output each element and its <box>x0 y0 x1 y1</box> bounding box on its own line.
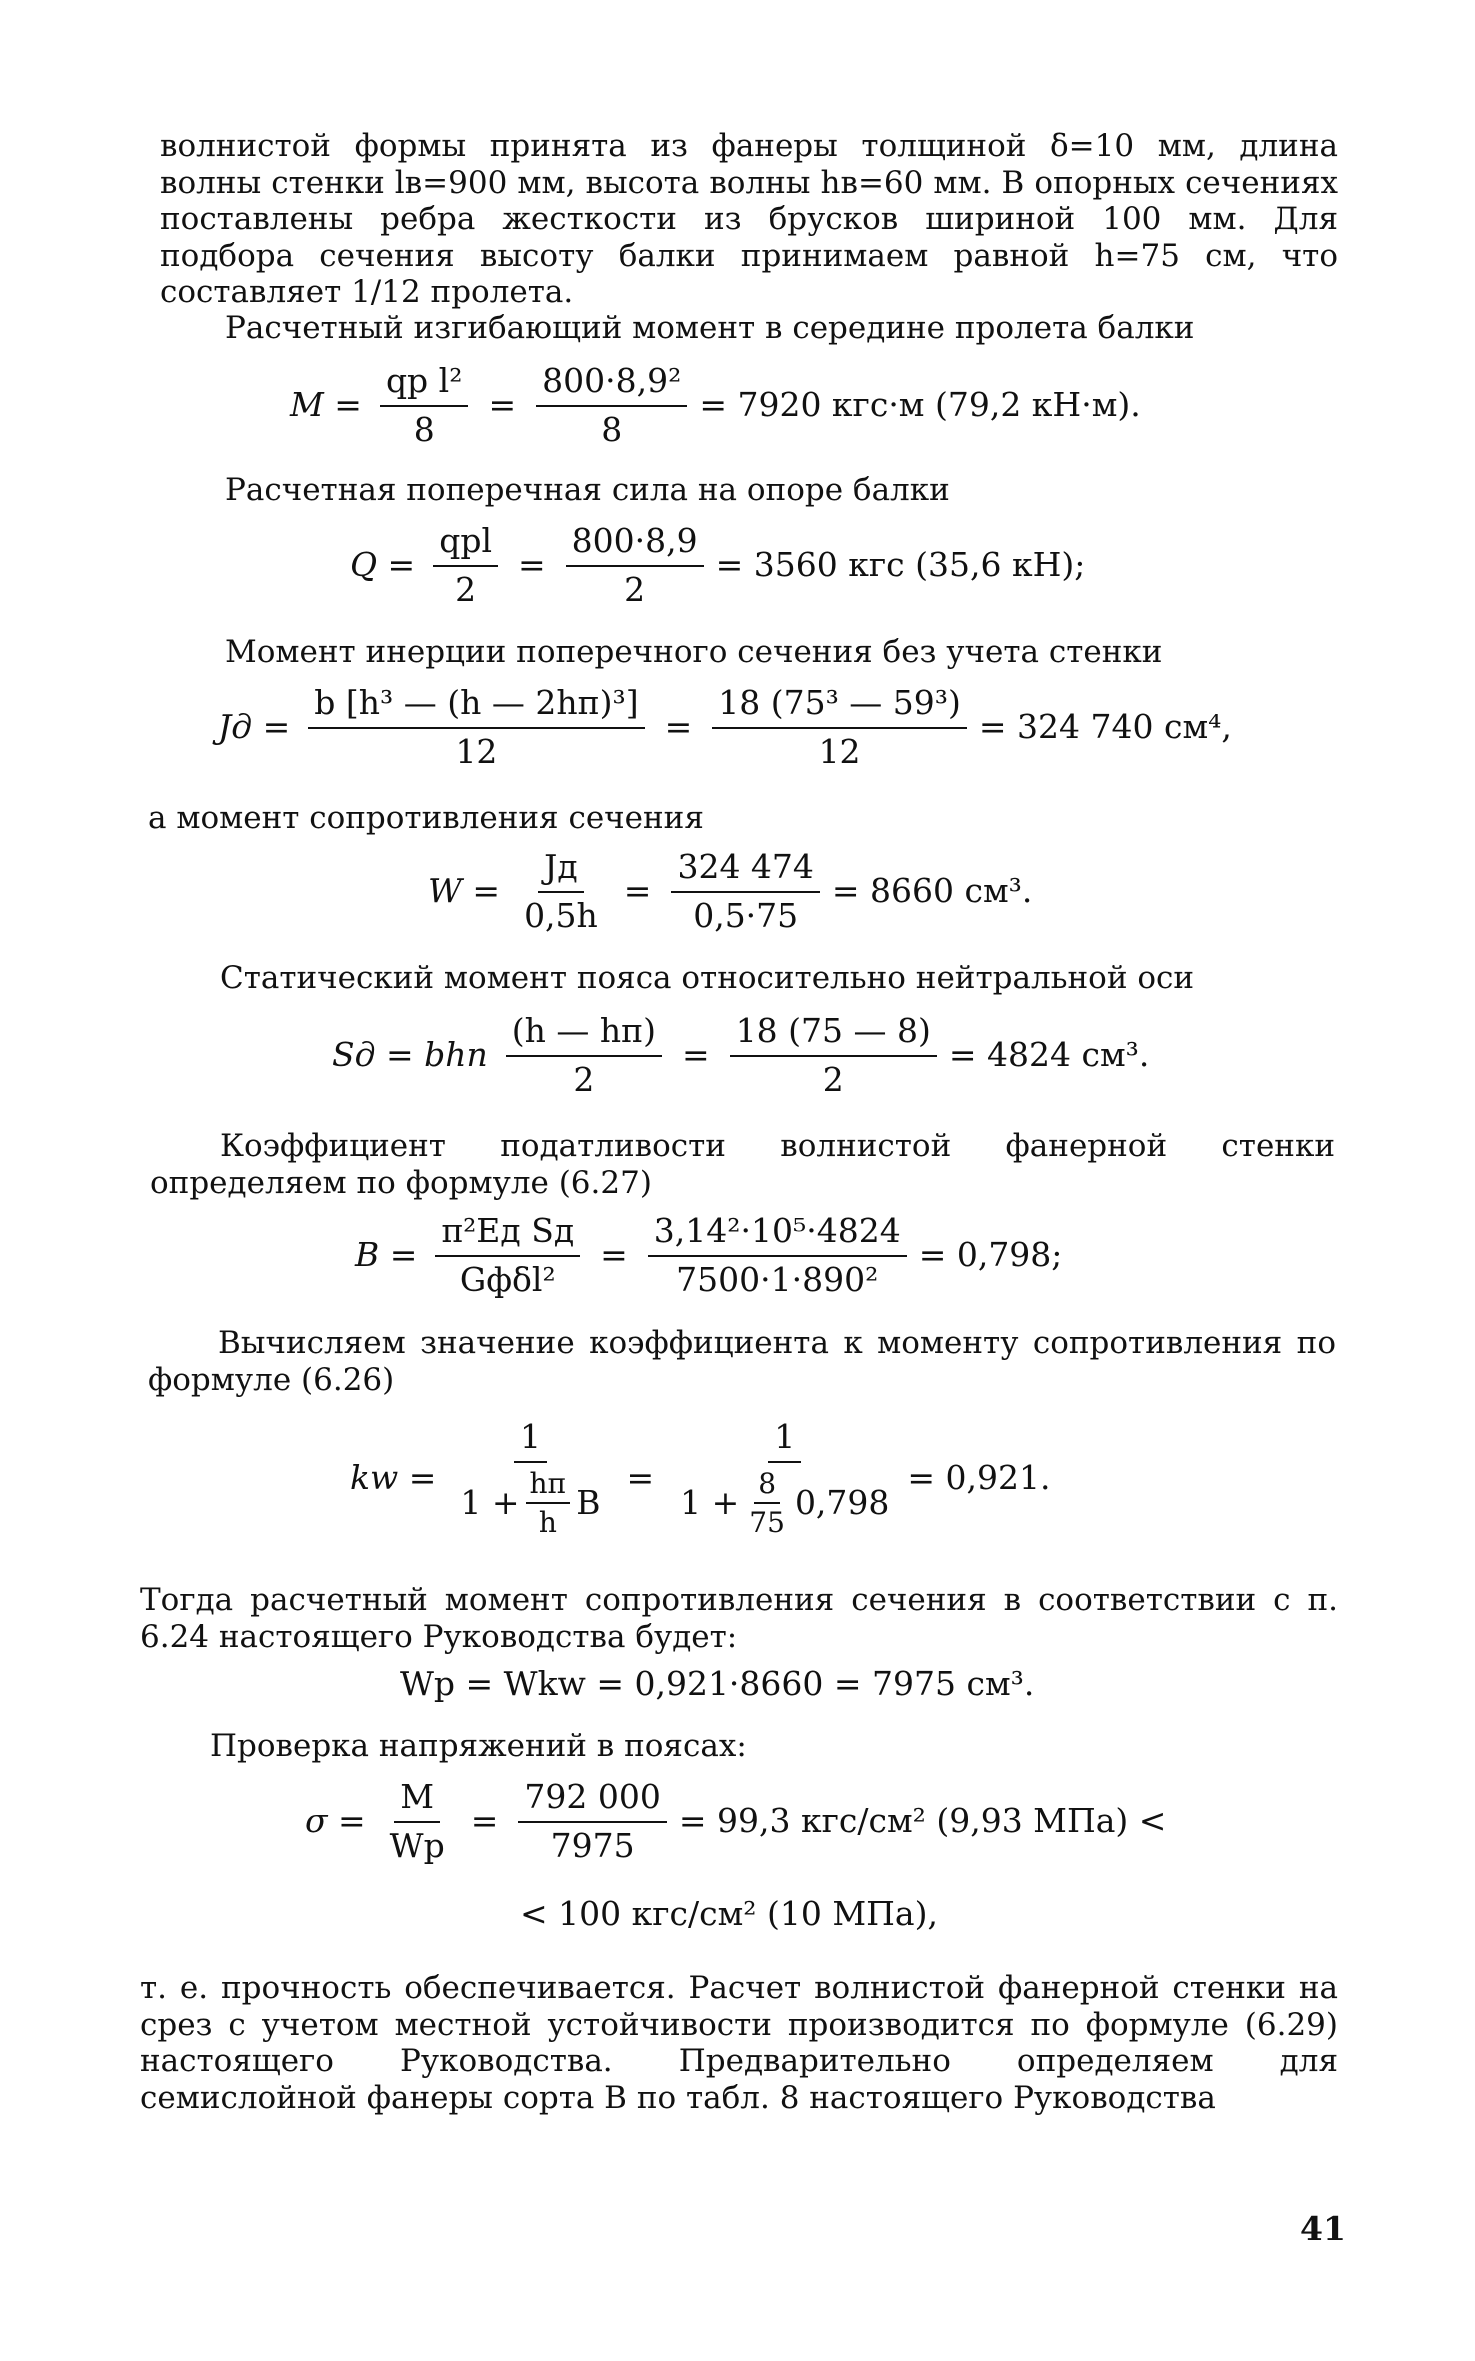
eq5-f2-numerator: 18 (75 — 8) <box>730 1012 937 1057</box>
eq5-f1-denominator: 2 <box>573 1059 595 1099</box>
eq7-f2-den-post: 0,798 <box>794 1482 890 1522</box>
eq4-f1-numerator: Jд <box>538 848 584 893</box>
eq8-text: Wр = Wkw = 0,921·8660 = 7975 см³. <box>400 1664 1035 1703</box>
eq7-fraction-2 <box>674 1418 895 1539</box>
eq9-fraction-1 <box>384 1778 451 1866</box>
equation-stress <box>305 1778 1166 1866</box>
eq7-f1-inner-numerator: hп <box>526 1467 571 1504</box>
eq7-f2-numerator: 1 <box>768 1418 801 1463</box>
eq7-equals: = <box>626 1458 655 1498</box>
eq2-equals: = <box>518 545 546 585</box>
eq9-continuation: < 100 кгс/см² (10 МПа), <box>520 1894 938 1933</box>
eq2-result: = 3560 кгс (35,6 кН); <box>715 545 1086 585</box>
eq5-lhs: Sд = bhп <box>332 1035 488 1075</box>
paragraph-8: Вычисляем значение коэффициента к моменту сопротивления по формуле (6.26) <box>148 1325 1336 1398</box>
eq9-f1-numerator: M <box>394 1778 440 1823</box>
eq1-fraction-2 <box>536 362 687 450</box>
eq6-result: = 0,798; <box>918 1235 1063 1275</box>
eq2-f1-denominator: 2 <box>455 569 477 609</box>
eq1-f1-numerator: qр l² <box>380 362 469 407</box>
equation-section-modulus <box>428 848 1032 936</box>
eq9-f2-numerator: 792 000 <box>518 1778 666 1823</box>
paragraph-10: Проверка напряжений в поясах: <box>210 1728 747 1764</box>
eq7-f2-inner-denominator: 75 <box>749 1505 785 1539</box>
eq6-fraction-2 <box>648 1212 907 1300</box>
eq3-f2-denominator: 12 <box>818 731 861 771</box>
eq4-lhs: W = <box>428 871 501 911</box>
equation-stress-continuation <box>520 1895 938 1934</box>
eq7-f2-denominator <box>674 1463 895 1539</box>
eq4-equals: = <box>623 871 652 911</box>
eq7-f1-numerator: 1 <box>514 1418 547 1463</box>
eq3-fraction-2 <box>712 684 967 772</box>
eq2-fraction-1 <box>433 522 498 610</box>
eq3-f1-denominator: 12 <box>455 731 498 771</box>
eq2-f2-denominator: 2 <box>624 569 646 609</box>
eq3-fraction-1 <box>308 684 644 772</box>
eq7-f2-inner-numerator: 8 <box>754 1467 780 1504</box>
eq9-f1-denominator: Wр <box>389 1825 445 1865</box>
eq7-fraction-1 <box>454 1418 606 1539</box>
paragraph-5: а момент сопротивления сечения <box>148 800 704 836</box>
eq1-result: = 7920 кгс·м (79,2 кН·м). <box>699 385 1141 425</box>
equation-static-moment <box>332 1012 1149 1100</box>
eq7-f1-denominator <box>454 1463 606 1539</box>
eq7-lhs: kw = <box>350 1458 437 1498</box>
equation-design-modulus <box>400 1665 1034 1704</box>
eq4-f2-denominator: 0,5·75 <box>693 895 799 935</box>
eq6-equals: = <box>600 1235 628 1275</box>
paragraph-11: т. е. прочность обеспечивается. Расчет волнистой фанерной стенки на срез с учетом местной устойчивости производится по формуле (6.29) настоящего Руководства. Предварительно определяем для семислойной фанеры сорта В по табл. 8 настоящего Руководства <box>140 1970 1338 2116</box>
paragraph-9: Тогда расчетный момент сопротивления сечения в соответствии с п. 6.24 настоящего Руководства будет: <box>140 1582 1338 1655</box>
eq4-fraction-2 <box>671 848 819 936</box>
eq7-result: = 0,921. <box>907 1458 1051 1498</box>
eq1-equals: = <box>488 385 517 425</box>
equation-moment <box>290 362 1141 450</box>
eq6-f2-denominator: 7500·1·890² <box>676 1259 879 1299</box>
eq3-lhs: Jд = <box>218 707 291 747</box>
eq7-f1-den-pre: 1 + <box>460 1482 520 1522</box>
eq9-lhs: σ = <box>305 1801 366 1841</box>
eq5-result: = 4824 см³. <box>948 1035 1150 1075</box>
equation-inertia <box>218 684 1232 772</box>
equation-compliance <box>355 1212 1062 1300</box>
paragraph-6: Статический момент пояса относительно нейтральной оси <box>220 960 1195 996</box>
eq9-f2-denominator: 7975 <box>550 1825 635 1865</box>
eq1-f2-numerator: 800·8,9² <box>536 362 687 407</box>
eq1-lhs: M = <box>290 385 362 425</box>
eq6-f1-denominator: Gфδl² <box>459 1259 556 1299</box>
eq2-f1-numerator: qрl <box>433 522 498 567</box>
eq1-f2-denominator: 8 <box>601 409 623 449</box>
eq6-lhs: B = <box>355 1235 418 1275</box>
eq7-f1-inner-denominator: h <box>538 1505 557 1539</box>
paragraph-2: Расчетный изгибающий момент в середине пролета балки <box>225 310 1195 346</box>
eq5-f1-numerator: (h — hп) <box>506 1012 662 1057</box>
eq3-f2-numerator: 18 (75³ — 59³) <box>712 684 967 729</box>
eq2-f2-numerator: 800·8,9 <box>566 522 704 567</box>
eq6-f1-numerator: π²Eд Sд <box>435 1212 580 1257</box>
eq3-equals: = <box>664 707 693 747</box>
eq7-f1-inner-fraction <box>526 1467 571 1539</box>
eq9-result: = 99,3 кгс/см² (9,93 МПа) < <box>678 1801 1167 1841</box>
paragraph-1: волнистой формы принята из фанеры толщиной δ=10 мм, длина волны стенки lв=900 мм, высота волны hв=60 мм. В опорных сечениях поставлены ребра жесткости из брусков шириной 100 мм. Для подбора сечения высоту балки принимаем равной h=75 см, что составляет 1/12 пролета. <box>160 128 1338 311</box>
eq3-result: = 324 740 см⁴, <box>978 707 1232 747</box>
eq5-fraction-1 <box>506 1012 662 1100</box>
equation-coefficient <box>350 1418 1051 1539</box>
eq9-fraction-2 <box>518 1778 666 1866</box>
eq5-equals: = <box>682 1035 710 1075</box>
eq1-fraction-1 <box>380 362 469 450</box>
eq1-f1-denominator: 8 <box>413 409 435 449</box>
page-number: 41 <box>1300 2209 1346 2248</box>
eq9-equals: = <box>470 1801 499 1841</box>
eq4-f1-denominator: 0,5h <box>524 895 598 935</box>
eq6-fraction-1 <box>435 1212 580 1300</box>
eq6-f2-numerator: 3,14²·10⁵·4824 <box>648 1212 907 1257</box>
eq2-lhs: Q = <box>350 545 416 585</box>
paragraph-4: Момент инерции поперечного сечения без учета стенки <box>225 634 1163 670</box>
eq4-f2-numerator: 324 474 <box>671 848 819 893</box>
paragraph-7: Коэффициент податливости волнистой фанерной стенки определяем по формуле (6.27) <box>150 1128 1335 1201</box>
eq4-result: = 8660 см³. <box>831 871 1033 911</box>
eq2-fraction-2 <box>566 522 704 610</box>
eq7-f2-inner-fraction <box>745 1467 789 1539</box>
eq3-f1-numerator: b [h³ — (h — 2hп)³] <box>308 684 644 729</box>
equation-shear <box>350 522 1085 610</box>
eq7-f2-den-pre: 1 + <box>680 1482 740 1522</box>
eq5-f2-denominator: 2 <box>822 1059 844 1099</box>
eq5-fraction-2 <box>730 1012 937 1100</box>
eq4-fraction-1 <box>518 848 604 936</box>
paragraph-3: Расчетная поперечная сила на опоре балки <box>225 472 950 508</box>
eq7-f1-den-post: B <box>576 1482 601 1522</box>
